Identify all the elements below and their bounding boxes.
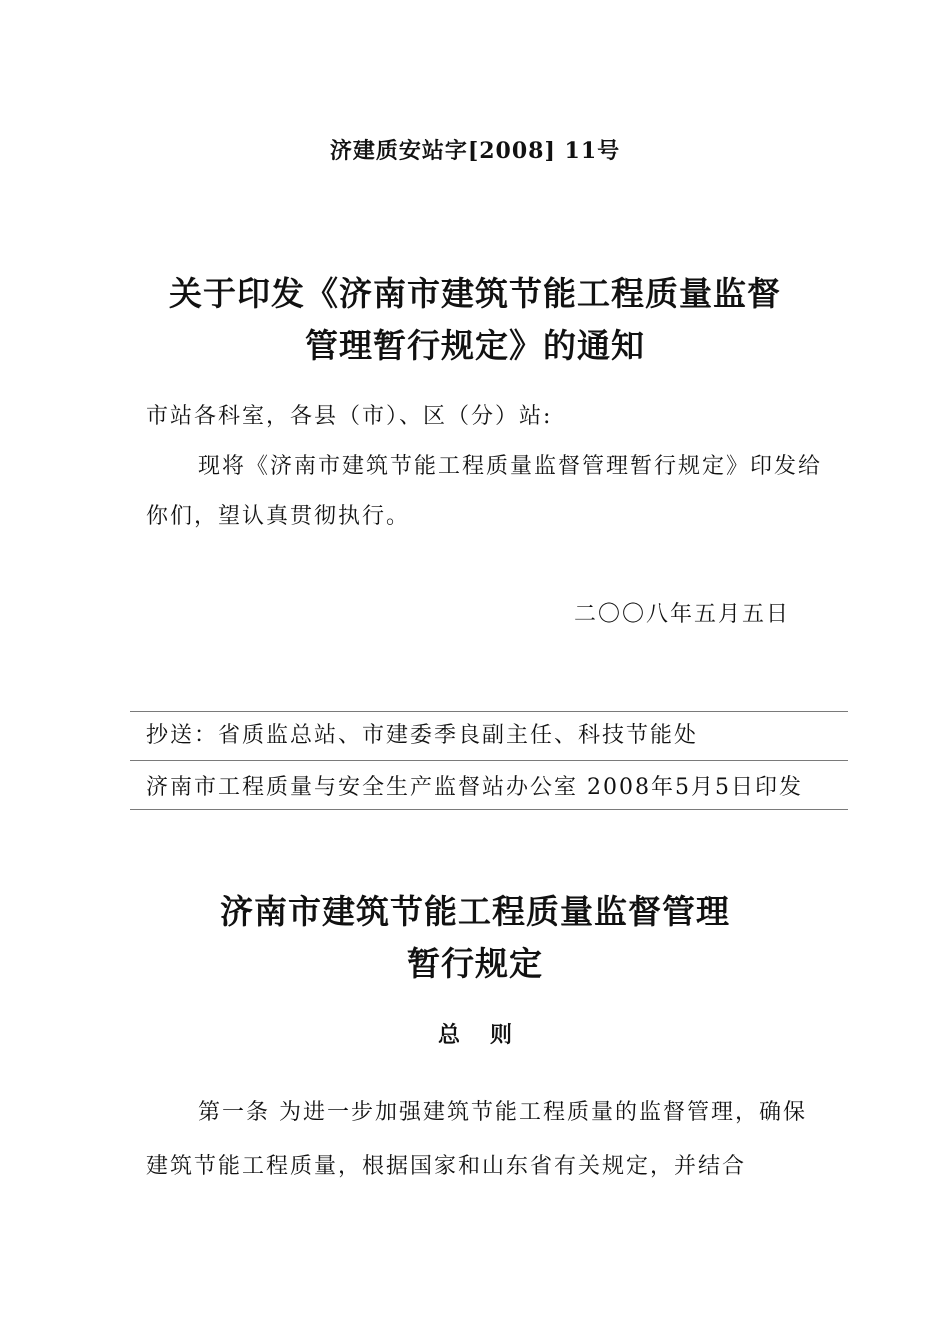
addressee: 市站各科室，各县（市）、区（分）站: [146,404,553,429]
notice-title-line-2: 管理暂行规定》的通知 [305,326,645,365]
body-paragraph: 现将《济南市建筑节能工程质量监督管理暂行规定》印发给你们，望认真贯彻执行。 [146,454,823,529]
article-1: 第一条 为进一步加强建筑节能工程质量的监督管理，确保建筑节能工程质量，根据国家和山东省有关规定，并结合 [146,1100,807,1179]
issuer-line: 济南市工程质量与安全生产监督站办公室 2008年5月5日印发 [146,775,803,800]
notice-title [60,268,890,372]
divider-top [130,711,848,712]
cc-line: 抄送：省质监总站、市建委季良副主任、科技节能处 [146,723,699,748]
regulation-title-line-2: 暂行规定 [407,944,543,983]
divider-bottom [130,809,848,810]
section-heading: 总则 [437,1022,542,1048]
regulation-title-line-1: 济南市建筑节能工程质量监督管理 [220,892,730,931]
notice-title-line-1: 关于印发《济南市建筑节能工程质量监督 [169,274,781,313]
issue-date: 二〇〇八年五月五日 [573,602,790,627]
document-number: 济建质安站字[2008] 11号 [329,138,621,164]
regulation-title [60,886,890,990]
divider-middle [130,760,848,761]
